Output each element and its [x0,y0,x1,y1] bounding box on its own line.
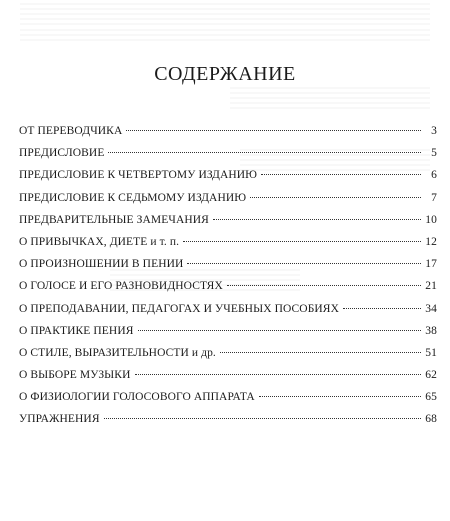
toc-entry [19,391,437,413]
toc-entry [19,303,437,325]
toc-entry [19,192,437,214]
dot-leader [138,330,422,331]
toc-entry-page-number: 38 [425,324,437,337]
toc-entry-title: О ПРОИЗНОШЕНИИ В ПЕНИИ [19,258,184,271]
toc-entry-title: О ПРИВЫЧКАХ, ДИЕТЕ и т. п. [19,235,180,248]
page-title: СОДЕРЖАНИЕ [154,63,296,85]
toc-entry-title: ПРЕДИСЛОВИЕ К СЕДЬМОМУ ИЗДАНИЮ [19,191,247,204]
toc-entry-page-number: 3 [431,125,437,137]
dot-leader [135,374,422,375]
dot-leader [187,263,421,264]
toc-entry [19,347,437,369]
toc-entry [19,214,437,236]
toc-entry-title: О ГОЛОСЕ И ЕГО РАЗНОВИДНОСТЯХ [19,280,223,293]
dot-leader [213,219,421,220]
toc-entry-title: ОТ ПЕРЕВОДЧИКА [19,125,123,137]
toc-entry [19,147,437,169]
dot-leader [250,197,421,198]
toc-entry-page-number: 34 [425,302,437,315]
toc-entry-page-number: 12 [425,235,437,248]
toc-entry-page-number: 10 [425,213,437,226]
toc-entry [19,413,437,435]
toc-entry-title: УПРАЖНЕНИЯ [19,413,100,426]
table-of-contents [19,125,437,436]
toc-entry-title: О ПРЕПОДАВАНИИ, ПЕДАГОГАХ И УЧЕБНЫХ ПОСОБИЯХ [19,302,339,315]
toc-entry [19,169,437,191]
dot-leader [126,130,421,131]
dot-leader [261,174,421,175]
dot-leader [259,396,421,397]
toc-entry-page-number: 7 [431,191,437,204]
dot-leader [220,352,421,353]
toc-entry [19,236,437,258]
toc-entry-page-number: 17 [425,258,437,271]
toc-entry [19,325,437,347]
toc-entry-page-number: 21 [425,280,437,293]
toc-entry-title: О ПРАКТИКЕ ПЕНИЯ [19,324,134,337]
toc-entry-title: ПРЕДИСЛОВИЕ [19,147,105,160]
toc-entry-title: О ФИЗИОЛОГИИ ГОЛОСОВОГО АППАРАТА [19,391,255,404]
toc-entry-page-number: 5 [431,147,437,160]
toc-entry-page-number: 62 [425,369,437,382]
toc-entry [19,280,437,302]
toc-entry-title: ПРЕДВАРИТЕЛЬНЫЕ ЗАМЕЧАНИЯ [19,213,209,226]
dot-leader [108,152,421,153]
toc-entry [19,369,437,391]
toc-entry-page-number: 65 [425,391,437,404]
toc-entry-title: ПРЕДИСЛОВИЕ К ЧЕТВЕРТОМУ ИЗДАНИЮ [19,169,258,182]
dot-leader [227,285,421,286]
dot-leader [104,418,421,419]
toc-entry [19,125,437,147]
toc-entry-page-number: 6 [431,169,437,182]
dot-leader [343,308,421,309]
toc-entry [19,258,437,280]
toc-entry-page-number: 68 [425,413,437,426]
toc-entry-title: О ВЫБОРЕ МУЗЫКИ [19,369,131,382]
toc-entry-page-number: 51 [425,346,437,359]
toc-entry-title: О СТИЛЕ, ВЫРАЗИТЕЛЬНОСТИ и др. [19,346,216,359]
dot-leader [183,241,421,242]
